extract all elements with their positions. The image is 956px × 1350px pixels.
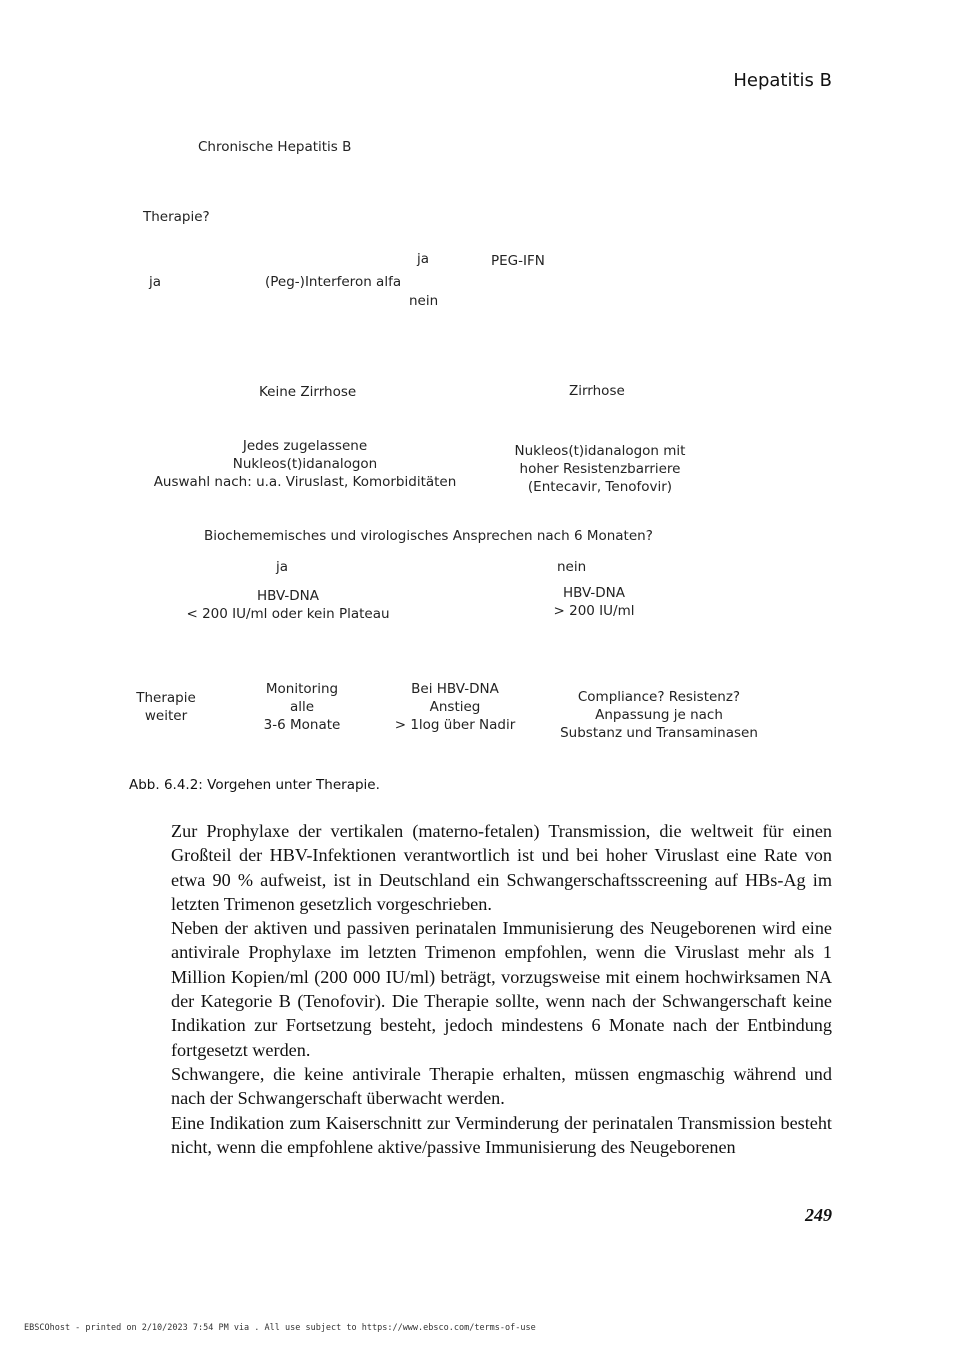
print-footer: EBSCOhost - printed on 2/10/2023 7:54 PM via . All use subject to https://www.ebsco.com/terms-of-use bbox=[24, 1323, 536, 1333]
edge-label-nein-mid: nein bbox=[409, 293, 439, 309]
node-therapie-question: Therapie? bbox=[143, 209, 210, 225]
body-text bbox=[171, 819, 832, 1159]
node-hbv-low: HBV-DNA < 200 IU/ml oder kein Plateau bbox=[186, 588, 390, 622]
node-therapie-weiter: Therapie weiter bbox=[136, 690, 196, 724]
node-chronische-hepatitis: Chronische Hepatitis B bbox=[198, 139, 352, 155]
page-number: 249 bbox=[805, 1205, 832, 1225]
node-bei-anstieg: Bei HBV-DNA Anstieg > 1log über Nadir bbox=[394, 681, 516, 733]
edge-label-nein-response: nein bbox=[557, 559, 587, 575]
node-nukleos-hohe-barriere: Nukleos(t)idanalogon mit hoher Resistenzbarriere (Entecavir, Tenofovir) bbox=[514, 443, 686, 495]
paragraph: Neben der aktiven und passiven perinatalen Immunisierung des Neugeborenen wird eine antivirale Prophylaxe im letzten Trimenon empfohlen, wenn die Viruslast mehr als 1 Million Kopien/ml (200 000 IU/ml) beträgt, vorzugsweise mit einem hochwirksamen NA der Kategorie B (Tenofovir). Die Therapie sollte, wenn nach der Schwangerschaft keine Indikation zur Fortsetzung besteht, jedoch mindestens 6 Monate nach der Entbindung fortgesetzt werden. bbox=[171, 918, 832, 1060]
node-keine-zirrhose: Keine Zirrhose bbox=[259, 384, 357, 400]
paragraph: Zur Prophylaxe der vertikalen (materno-fetalen) Transmission, die weltweit für einen Großteil der HBV-Infektionen verantwortlich ist und bei hoher Viruslast eine Rate von etwa 90 % aufweist, ist in Deutschland ein Schwangerschaftsscreening auf HBs-Ag im letzten Trimenon gesetzlich vorgeschrieben. bbox=[171, 821, 832, 914]
paragraph: Schwangere, die keine antivirale Therapie erhalten, müssen engmaschig während und nach der Schwangerschaft überwacht werden. bbox=[171, 1063, 832, 1109]
node-zirrhose: Zirrhose bbox=[569, 383, 625, 399]
node-interferon: (Peg-)Interferon alfa bbox=[265, 274, 402, 290]
edge-label-ja-response: ja bbox=[276, 559, 289, 575]
node-compliance: Compliance? Resistenz? Anpassung je nach Substanz und Transaminasen bbox=[560, 689, 758, 741]
paragraph: Eine Indikation zum Kaiserschnitt zur Verminderung der perinatalen Transmission besteht nicht, wenn die empfohlene aktive/passive Immunisierung des Neugeborenen bbox=[171, 1112, 832, 1157]
edge-label-ja-left: ja bbox=[149, 274, 162, 290]
node-monitoring: Monitoring alle 3-6 Monate bbox=[263, 681, 341, 733]
running-header: Hepatitis B bbox=[733, 70, 832, 91]
node-peg-ifn: PEG-IFN bbox=[491, 253, 545, 269]
node-ansprechen-question: Biochememisches und virologisches Ansprechen nach 6 Monaten? bbox=[204, 528, 653, 544]
node-hbv-high: HBV-DNA > 200 IU/ml bbox=[553, 585, 635, 619]
figure-caption: Abb. 6.4.2: Vorgehen unter Therapie. bbox=[129, 777, 380, 793]
node-jedes-zugelassene: Jedes zugelassene Nukleos(t)idanalogon Auswahl nach: u.a. Viruslast, Komorbiditäten bbox=[153, 438, 457, 490]
edge-label-ja-right: ja bbox=[417, 251, 430, 267]
